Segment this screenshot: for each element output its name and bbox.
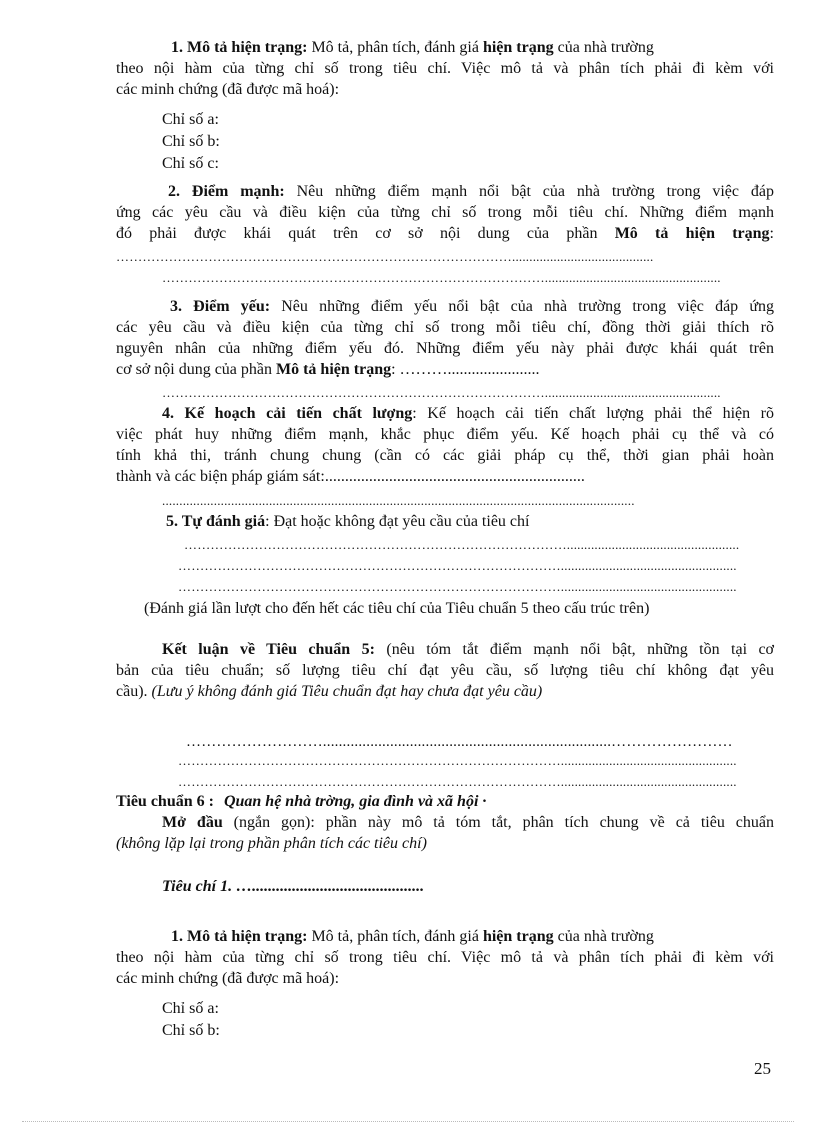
s5-line1: 5. Tự đánh giá: Đạt hoặc không đạt yêu cầu của tiêu chí (166, 513, 530, 530)
s4-dots-1: ......................................................................................................................................... (162, 494, 635, 508)
s2-dots-2: ……………………………………………………………………………................................................... (162, 271, 721, 285)
s1-line1: 1. Mô tả hiện trạng: Mô tả, phân tích, đánh giá hiện trạng của nhà trường (171, 39, 654, 56)
s6-s1-line1: 1. Mô tả hiện trạng: Mô tả, phân tích, đánh giá hiện trạng của nhà trường (171, 928, 654, 945)
s3-line3: nguyên nhân của những điểm yếu đó. Những điểm yếu này phải được khái quát trên (116, 340, 774, 357)
page-bottom-divider (22, 1121, 794, 1122)
standard6-heading (116, 792, 486, 812)
s3-line4: cơ sở nội dung của phần Mô tả hiện trạng: ………....................... (116, 361, 540, 378)
s2-heading: 2. Điểm mạnh: (168, 183, 285, 200)
s1-heading: 1. Mô tả hiện trạng: (171, 39, 308, 56)
s5-heading: 5. Tự đánh giá (166, 513, 266, 530)
conclusion-dots-3: ……………………………………………………………………………................................................... (178, 775, 737, 789)
s6-s1-heading: 1. Mô tả hiện trạng: (171, 928, 308, 945)
standard6-intro-line2: (không lặp lại trong phần phân tích các tiêu chí) (116, 835, 427, 852)
s6-s1-line2: theo nội hàm của từng chỉ số trong tiêu chí. Việc mô tả và phân tích phải đi kèm với (116, 949, 774, 966)
s1-line3: các minh chứng (đã được mã hoá): (116, 81, 340, 98)
criterion-heading: Tiêu chí 1. …........................................... (162, 878, 425, 895)
standard6-intro-line1: Mở đầu (ngắn gọn): phần này mô tả tóm tắt, phân tích chung về cả tiêu chuẩn (162, 814, 774, 831)
s1-item-b: Chỉ số b: (162, 133, 220, 150)
s5-dots-1: …………………………………………………………………………….................................................. (184, 538, 740, 552)
conclusion-title: Kết luận về Tiêu chuẩn 5: (162, 641, 375, 658)
conclusion-line1: Kết luận về Tiêu chuẩn 5: (nêu tóm tắt điểm mạnh nổi bật, những tồn tại cơ (162, 641, 775, 658)
conclusion-dots-1: ……………………….........................................................................…………………… (186, 734, 733, 750)
s1-line2: theo nội hàm của từng chỉ số trong tiêu chí. Việc mô tả và phân tích phải đi kèm với (116, 60, 774, 77)
s6-item-a: Chỉ số a: (162, 1000, 219, 1017)
s2-line3: đó phải được khái quát trên cơ sở nội dung của phần Mô tả hiện trạng: (116, 225, 774, 242)
s2-dots-1: ………………………………………………………………………………......................................... (116, 250, 654, 264)
s3-line2: các yêu cầu và điều kiện của từng chỉ số trong mỗi tiêu chí, đồng thời giải thích rõ (116, 319, 774, 336)
s5-dots-3: ……………………………………………………………………………................................................... (178, 580, 737, 594)
s3-heading: 3. Điểm yếu: (170, 298, 271, 315)
s3-dots-1: ……………………………………………………………………………................................................... (162, 386, 721, 400)
s5-note: (Đánh giá lần lượt cho đến hết các tiêu chí của Tiêu chuẩn 5 theo cấu trúc trên) (144, 600, 650, 617)
s4-line2: việc phát huy những điểm mạnh, khắc phục điểm yếu. Kế hoạch phải cụ thể và có (116, 426, 774, 443)
s6-item-b: Chỉ số b: (162, 1022, 220, 1039)
s5-dots-2: ……………………………………………………………………………................................................... (178, 559, 737, 573)
s3-line1: 3. Điểm yếu: Nêu những điểm yếu nổi bật của nhà trường trong việc đáp ứng (170, 298, 774, 315)
s4-line4: thành và các biện pháp giám sát:................................................................. (116, 468, 585, 485)
standard6-intro-label: Mở đầu (162, 814, 223, 831)
conclusion-line2: bản của tiêu chuẩn; số lượng tiêu chí đạt yêu cầu, số lượng tiêu chí không đạt yêu (116, 662, 774, 679)
conclusion-line3: cầu). (Lưu ý không đánh giá Tiêu chuẩn đạt hay chưa đạt yêu cầu) (116, 683, 543, 700)
conclusion-dots-2: ……………………………………………………………………………................................................... (178, 754, 737, 768)
s2-line1: 2. Điểm mạnh: Nêu những điểm mạnh nổi bật của nhà trường trong việc đáp (168, 183, 774, 200)
page-number: 25 (754, 1059, 771, 1078)
standard6-label: Tiêu chuẩn 6 : (116, 793, 214, 810)
s4-line1: 4. Kế hoạch cải tiến chất lượng: Kế hoạch cải tiến chất lượng phải thể hiện rõ (162, 405, 775, 422)
s1-item-a: Chỉ số a: (162, 111, 219, 128)
s6-s1-line3: các minh chứng (đã được mã hoá): (116, 970, 340, 987)
s2-line2: ứng các yêu cầu và điều kiện của từng chỉ số trong mỗi tiêu chí. Những điểm mạnh (116, 204, 774, 221)
s4-heading: 4. Kế hoạch cải tiến chất lượng (162, 405, 413, 422)
standard6-title: Quan hệ nhà trờng, gia đình và xã hội · (223, 793, 487, 810)
s4-line3: tính khả thi, tránh chung chung (cần có các giải pháp cụ thể, thời gian phải hoàn (116, 447, 774, 464)
s1-item-c: Chỉ số c: (162, 155, 219, 172)
